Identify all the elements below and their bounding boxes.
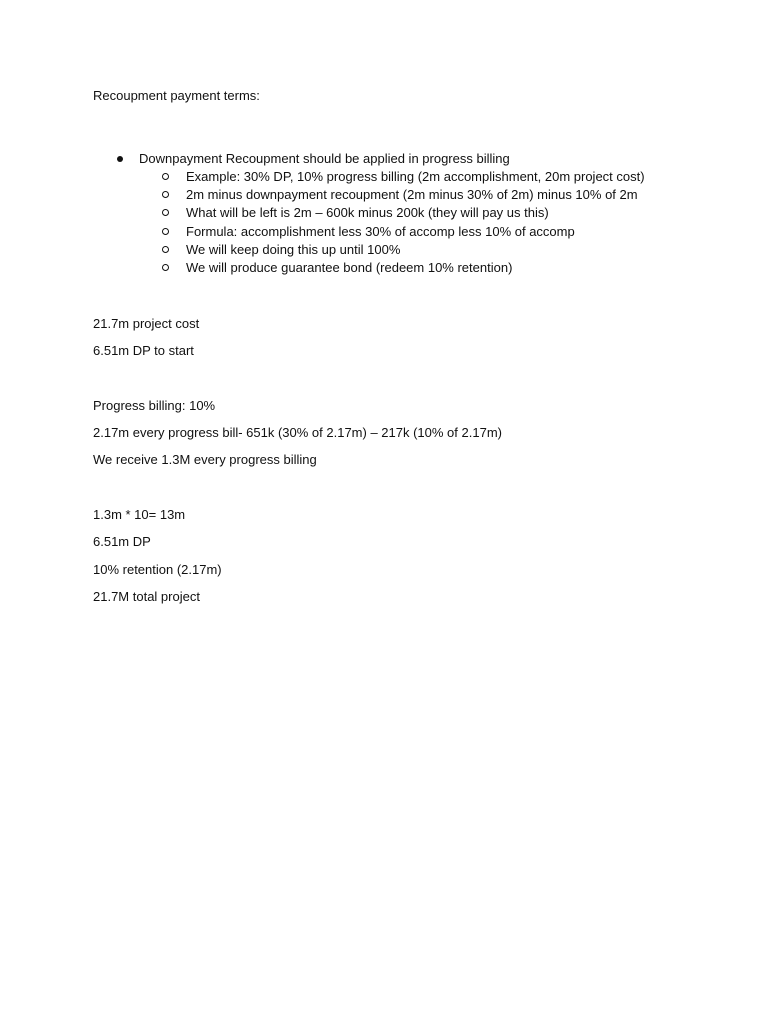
hollow-circle-bullet-icon (162, 264, 169, 271)
project-cost-line: 21.7m project cost (93, 316, 200, 331)
sub-bullet-text: Example: 30% DP, 10% progress billing (2m accomplishment, 20m project cost) (186, 169, 645, 184)
calculation-line: 1.3m * 10= 13m (93, 507, 186, 522)
hollow-circle-bullet-icon (162, 228, 169, 235)
sub-bullet-text: Formula: accomplishment less 30% of accomp less 10% of accomp (186, 223, 575, 239)
hollow-circle-bullet-icon (162, 209, 169, 216)
document-heading: Recoupment payment terms: (93, 88, 260, 103)
dp-line: 6.51m DP (93, 534, 151, 549)
receive-amount-line: We receive 1.3M every progress billing (93, 452, 317, 467)
sub-bullet-text: We will produce guarantee bond (redeem 10% retention) (186, 259, 513, 275)
bullet-text: Downpayment Recoupment should be applied in progress billing (139, 151, 510, 166)
progress-billing-line: Progress billing: 10% (93, 398, 216, 413)
retention-line: 10% retention (2.17m) (93, 562, 222, 577)
total-project-line: 21.7M total project (93, 589, 200, 604)
downpayment-line: 6.51m DP to start (93, 343, 194, 358)
sub-bullet-text: We will keep doing this up until 100% (186, 241, 401, 257)
sub-bullet-text: What will be left is 2m – 600k minus 200k (they will pay us this) (186, 205, 549, 221)
sub-bullet-text: 2m minus downpayment recoupment (2m minus 30% of 2m) minus 10% of 2m (186, 187, 638, 203)
progress-bill-breakdown-line: 2.17m every progress bill- 651k (30% of 2.17m) – 217k (10% of 2.17m) (93, 425, 502, 440)
hollow-circle-bullet-icon (162, 246, 169, 253)
bullet-dot-icon (117, 156, 123, 162)
hollow-circle-bullet-icon (162, 191, 169, 198)
hollow-circle-bullet-icon (162, 173, 169, 180)
